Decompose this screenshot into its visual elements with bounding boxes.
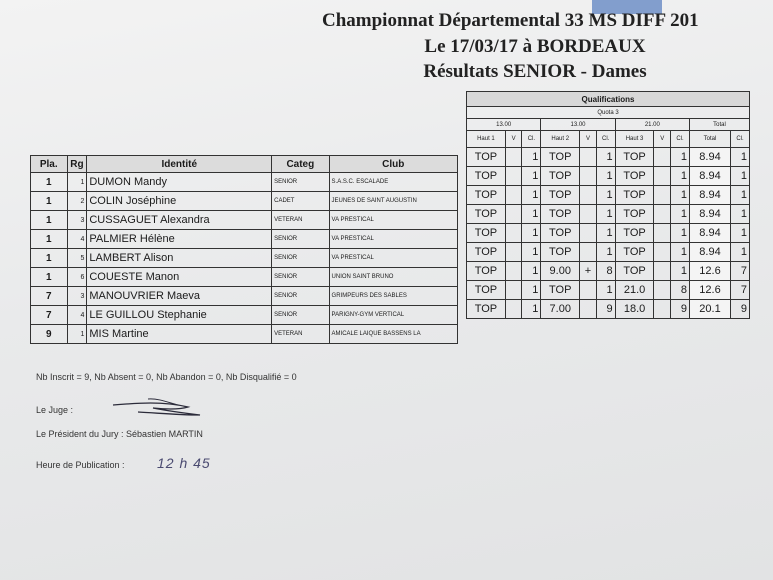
col-label: Haut 1 (467, 131, 506, 148)
col-label: V (654, 131, 671, 148)
route1-time: 13.00 (467, 119, 541, 131)
score-cell: TOP (615, 186, 654, 205)
score-cell: TOP (541, 224, 580, 243)
score-cell: 1 (522, 148, 541, 167)
col-label: Cl. (596, 131, 615, 148)
score-cell: 21.0 (615, 281, 654, 300)
table-row (467, 300, 750, 319)
cell-categ: CADET (272, 192, 329, 211)
judge-signature (108, 393, 208, 423)
score-cell: TOP (615, 243, 654, 262)
score-cell: 1 (731, 148, 750, 167)
score-cell (654, 167, 671, 186)
score-cell: TOP (541, 186, 580, 205)
score-cell: 8 (596, 262, 615, 281)
score-cell (654, 148, 671, 167)
score-cell: 1 (731, 167, 750, 186)
table-row (467, 205, 750, 224)
cell-identite: LE GUILLOU Stephanie (87, 306, 272, 325)
score-cell: 1 (596, 205, 615, 224)
cell-pla: 1 (31, 192, 68, 211)
score-cell: 1 (522, 243, 541, 262)
score-cell: 9 (671, 300, 690, 319)
header-rg: Rg (67, 156, 87, 173)
score-cell (580, 224, 597, 243)
cell-pla: 1 (31, 268, 68, 287)
score-cell: TOP (615, 224, 654, 243)
table-row (31, 230, 458, 249)
col-label: Haut 3 (615, 131, 654, 148)
publication-label: Heure de Publication : (36, 460, 125, 470)
score-cell: 1 (671, 148, 690, 167)
table-row (467, 243, 750, 262)
score-cell (505, 167, 522, 186)
score-cell: 8 (671, 281, 690, 300)
cell-categ: SENIOR (272, 306, 329, 325)
score-cell: 1 (596, 167, 615, 186)
cell-pla: 9 (31, 325, 68, 344)
score-cell: 1 (596, 148, 615, 167)
cell-pla: 1 (31, 230, 68, 249)
score-cell: TOP (615, 167, 654, 186)
score-cell: 1 (596, 224, 615, 243)
score-cell: TOP (467, 167, 506, 186)
score-cell: 9.00 (541, 262, 580, 281)
score-cell (580, 186, 597, 205)
cell-club: AMICALE LAIQUE BASSENS LA (329, 325, 457, 344)
score-cell: TOP (467, 205, 506, 224)
score-cell (505, 300, 522, 319)
score-cell: TOP (467, 186, 506, 205)
cell-pla: 1 (31, 249, 68, 268)
score-cell (654, 205, 671, 224)
score-cell (654, 281, 671, 300)
score-cell (580, 205, 597, 224)
cell-categ: SENIOR (272, 230, 329, 249)
jury-president: Le Président du Jury : Sébastien MARTIN (36, 429, 203, 439)
score-cell: 9 (596, 300, 615, 319)
score-cell: 1 (731, 205, 750, 224)
table-row (31, 192, 458, 211)
score-cell: 1 (671, 262, 690, 281)
score-cell (654, 243, 671, 262)
score-cell (654, 262, 671, 281)
cell-categ: SENIOR (272, 249, 329, 268)
cell-categ: VETERAN (272, 211, 329, 230)
cell-identite: LAMBERT Alison (87, 249, 272, 268)
score-cell: 1 (671, 186, 690, 205)
title-date-location: Le 17/03/17 à BORDEAUX (424, 36, 646, 57)
score-cell: 8.94 (689, 243, 730, 262)
score-cell (505, 281, 522, 300)
cell-rg: 4 (67, 230, 87, 249)
score-cell: 7 (731, 262, 750, 281)
title-championship: Championnat Départemental 33 MS DIFF 201 (322, 10, 699, 31)
score-cell: 1 (731, 224, 750, 243)
score-cell: 8.94 (689, 148, 730, 167)
score-cell: 1 (522, 281, 541, 300)
col-label: Cl. (731, 131, 750, 148)
score-cell: 7 (731, 281, 750, 300)
score-cell: + (580, 262, 597, 281)
score-cell: TOP (541, 148, 580, 167)
score-cell (580, 243, 597, 262)
cell-rg: 1 (67, 173, 87, 192)
score-cell: TOP (541, 167, 580, 186)
col-label: Total (689, 131, 730, 148)
table-row (31, 287, 458, 306)
table-row (31, 306, 458, 325)
score-cell: 8.94 (689, 205, 730, 224)
publication-time-handwritten: 12 h 45 (157, 455, 211, 471)
col-label: Cl. (522, 131, 541, 148)
score-cell: TOP (467, 281, 506, 300)
cell-identite: MIS Martine (87, 325, 272, 344)
cell-categ: VETERAN (272, 325, 329, 344)
cell-identite: COLIN Joséphine (87, 192, 272, 211)
cell-pla: 1 (31, 211, 68, 230)
score-cell (580, 300, 597, 319)
cell-club: UNION SAINT BRUNO (329, 268, 457, 287)
score-cell: 9 (731, 300, 750, 319)
score-cell: TOP (467, 262, 506, 281)
score-cell: 1 (731, 243, 750, 262)
table-row (31, 173, 458, 192)
score-cell: TOP (615, 148, 654, 167)
cell-club: GRIMPEURS DES SABLES (329, 287, 457, 306)
cell-identite: MANOUVRIER Maeva (87, 287, 272, 306)
score-cell: 1 (671, 224, 690, 243)
score-cell (654, 186, 671, 205)
col-label: Cl. (671, 131, 690, 148)
score-cell: 1 (596, 186, 615, 205)
table-row (31, 211, 458, 230)
cell-identite: COUESTE Manon (87, 268, 272, 287)
score-cell: 8.94 (689, 186, 730, 205)
score-cell: TOP (467, 243, 506, 262)
score-cell (580, 281, 597, 300)
score-cell: TOP (541, 243, 580, 262)
score-cell: 1 (671, 167, 690, 186)
score-cell: 1 (731, 186, 750, 205)
cell-identite: CUSSAGUET Alexandra (87, 211, 272, 230)
score-cell: TOP (615, 205, 654, 224)
cell-club: PARIGNY-GYM VERTICAL (329, 306, 457, 325)
score-cell: 1 (671, 205, 690, 224)
table-row (467, 281, 750, 300)
cell-rg: 6 (67, 268, 87, 287)
cell-rg: 3 (67, 211, 87, 230)
cell-pla: 7 (31, 306, 68, 325)
cell-identite: PALMIER Hélène (87, 230, 272, 249)
cell-rg: 1 (67, 325, 87, 344)
table-row (467, 186, 750, 205)
score-cell (505, 224, 522, 243)
qualifications-title: Qualifications (467, 92, 750, 107)
header-pla: Pla. (31, 156, 68, 173)
table-row (31, 268, 458, 287)
col-label: V (505, 131, 522, 148)
judge-label: Le Juge : (36, 405, 74, 415)
cell-club: VA PRESTICAL (329, 230, 457, 249)
score-cell: TOP (541, 281, 580, 300)
cell-club: VA PRESTICAL (329, 211, 457, 230)
route3-time: 21.00 (615, 119, 689, 131)
cell-club: VA PRESTICAL (329, 249, 457, 268)
score-cell (654, 300, 671, 319)
header-categ: Categ (272, 156, 329, 173)
col-label: V (580, 131, 597, 148)
score-cell: TOP (467, 148, 506, 167)
table-row (467, 148, 750, 167)
cell-rg: 2 (67, 192, 87, 211)
route2-time: 13.00 (541, 119, 615, 131)
header-identite: Identité (87, 156, 272, 173)
score-cell (654, 224, 671, 243)
score-cell: 8.94 (689, 224, 730, 243)
cell-rg: 3 (67, 287, 87, 306)
cell-identite: DUMON Mandy (87, 173, 272, 192)
score-cell: 8.94 (689, 167, 730, 186)
cell-categ: SENIOR (272, 287, 329, 306)
header-club: Club (329, 156, 457, 173)
cell-rg: 4 (67, 306, 87, 325)
table-row (467, 262, 750, 281)
score-cell: TOP (467, 300, 506, 319)
total-label: Total (689, 119, 749, 131)
cell-categ: SENIOR (272, 268, 329, 287)
qualifications-table (466, 91, 750, 319)
title-results-category: Résultats SENIOR - Dames (423, 61, 647, 82)
table-row (31, 249, 458, 268)
score-cell: 7.00 (541, 300, 580, 319)
score-cell: 12.6 (689, 281, 730, 300)
score-cell: 1 (522, 186, 541, 205)
score-cell: 1 (596, 243, 615, 262)
score-cell: 1 (522, 262, 541, 281)
score-cell: 20.1 (689, 300, 730, 319)
score-cell: TOP (467, 224, 506, 243)
cell-categ: SENIOR (272, 173, 329, 192)
cell-club: JEUNES DE SAINT AUGUSTIN (329, 192, 457, 211)
score-cell (505, 186, 522, 205)
col-label: Haut 2 (541, 131, 580, 148)
cell-pla: 7 (31, 287, 68, 306)
score-cell: 12.6 (689, 262, 730, 281)
table-row (31, 325, 458, 344)
quota-label: Quota 3 (467, 107, 750, 119)
cell-club: S.A.S.C. ESCALADE (329, 173, 457, 192)
score-cell: 1 (522, 205, 541, 224)
results-identity-table (30, 155, 458, 344)
table-row (467, 167, 750, 186)
score-cell: TOP (541, 205, 580, 224)
score-cell: 1 (522, 300, 541, 319)
table-row (467, 224, 750, 243)
counts-summary: Nb Inscrit = 9, Nb Absent = 0, Nb Abandon = 0, Nb Disqualifié = 0 (36, 372, 297, 382)
score-cell (505, 243, 522, 262)
cell-pla: 1 (31, 173, 68, 192)
score-cell: 1 (671, 243, 690, 262)
table-header-row (31, 156, 458, 173)
score-cell (505, 148, 522, 167)
score-cell (505, 262, 522, 281)
score-cell (580, 167, 597, 186)
score-cell: 1 (596, 281, 615, 300)
score-cell: 1 (522, 167, 541, 186)
score-cell: TOP (615, 262, 654, 281)
cell-rg: 5 (67, 249, 87, 268)
score-cell (505, 205, 522, 224)
score-cell: 18.0 (615, 300, 654, 319)
score-cell: 1 (522, 224, 541, 243)
score-cell (580, 148, 597, 167)
